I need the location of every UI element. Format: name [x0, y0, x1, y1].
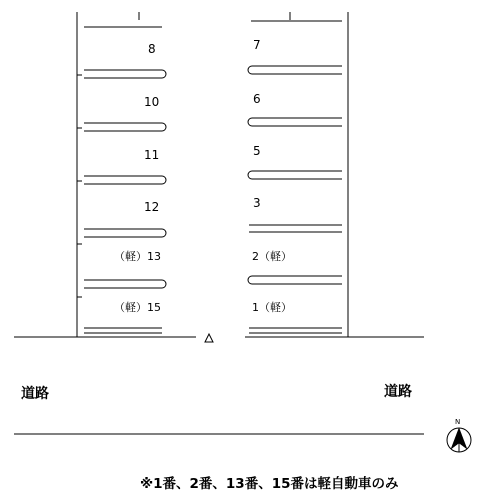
space-label-2: 2（軽）	[252, 250, 292, 263]
right-stall-divider	[248, 171, 342, 179]
space-label-13: （軽）13	[114, 250, 161, 263]
left-stall-divider	[84, 176, 166, 184]
right-stall-divider	[248, 66, 342, 74]
space-label-15: （軽）15	[114, 301, 161, 314]
space-label-6: 6	[253, 92, 261, 106]
north-arrow-icon	[447, 428, 471, 452]
space-label-12: 12	[144, 200, 160, 214]
entrance-triangle	[205, 334, 213, 342]
left-stall-divider	[84, 70, 166, 78]
north-label: N	[455, 418, 461, 426]
left-stall-divider	[84, 123, 166, 131]
space-label-7: 7	[253, 38, 261, 52]
footnote-note: ※1番、2番、13番、15番は軽自動車のみ	[140, 476, 399, 492]
space-label-11: 11	[144, 148, 160, 162]
space-label-1: 1（軽）	[252, 301, 292, 314]
road-label-right: 道路	[384, 384, 412, 400]
right-stall-divider	[248, 118, 342, 126]
left-stall-divider	[84, 229, 166, 237]
road-label-left: 道路	[21, 386, 49, 402]
space-label-5: 5	[253, 144, 261, 158]
right-stall-divider	[248, 276, 342, 284]
space-label-10: 10	[144, 95, 160, 109]
left-boundary-ticks	[77, 75, 82, 297]
space-label-8: 8	[148, 42, 156, 56]
space-label-3: 3	[253, 196, 261, 210]
left-stall-divider	[84, 280, 166, 288]
